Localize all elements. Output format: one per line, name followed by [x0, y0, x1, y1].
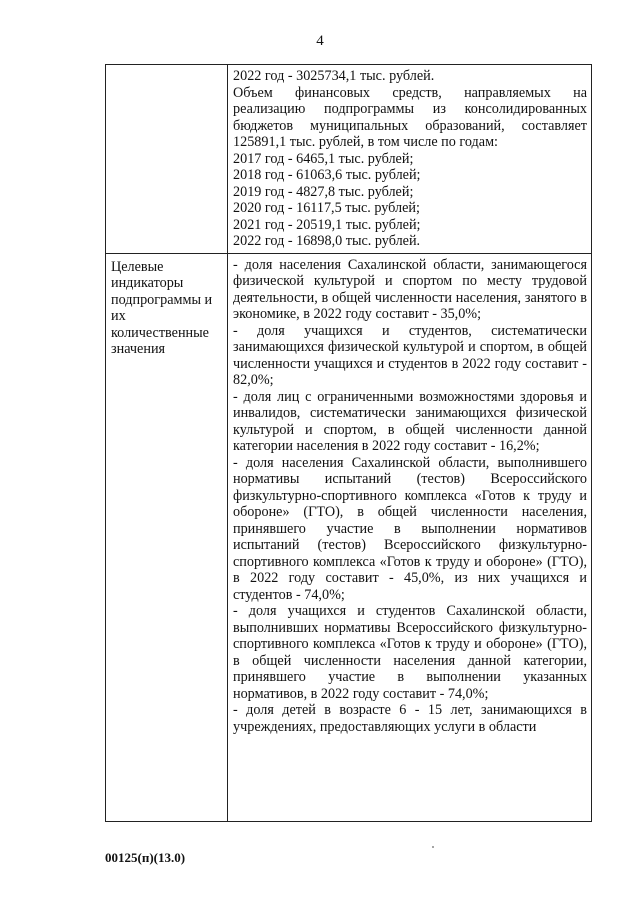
scan-speck	[432, 846, 434, 848]
financing-municipal-paragraph: Объем финансовых средств, направляемых на реализацию подпрограммы из консолидированных бюджетов муниципальных образований, составляет 125891,1 тыс. рублей, в том числе по годам:	[233, 84, 587, 150]
indicator-item-2: - доля учащихся и студентов, систематически занимающихся физической культурой и спортом, в общей численности учащихся и студентов в 2022 году составит - 82,0%;	[233, 322, 587, 388]
financing-line-2021: 2021 год - 20519,1 тыс. рублей;	[233, 216, 421, 233]
financing-line-2022: 2022 год - 16898,0 тыс. рублей.	[233, 233, 421, 249]
row2-content-cell	[228, 253, 592, 821]
row2-label-cell: Целевые индикаторы подпрограммы и их количественные значения	[106, 253, 228, 821]
financing-line-2022-total: 2022 год - 3025734,1 тыс. рублей.	[233, 68, 435, 84]
document-code: 00125(п)(13.0)	[105, 850, 186, 865]
indicator-item-5: - доля учащихся и студентов Сахалинской области, выполнивших нормативы Всероссийского физкультурно-спортивного комплекса «Готов к труду и обороне» (ГТО), в общей численности населения данной категории, принявшего участие в выполнении указанных нормативов, в 2022 году составит - 74,0%;	[233, 603, 587, 702]
financing-line-2018: 2018 год - 61063,6 тыс. рублей;	[233, 167, 421, 183]
row1-content-cell	[228, 65, 592, 254]
indicator-item-4: - доля населения Сахалинской области, выполнившего нормативы испытаний (тестов) Всероссийского физкультурно-спортивного комплекса «Готов к труду и обороне» (ГТО), в общей численности населения, принявшего участие в выполнении нормативов испытаний (тестов) Всероссийского физкультурно-спортивного комплекса «Готов к труду и обороне» (ГТО), в 2022 году составит - 45,0%, из них учащихся и студентов - 74,0%;	[233, 454, 587, 603]
financing-line-2019: 2019 год - 4827,8 тыс. рублей;	[233, 183, 414, 200]
financing-line-2020: 2020 год - 16117,5 тыс. рублей;	[233, 200, 420, 216]
indicator-item-6: - доля детей в возрасте 6 - 15 лет, занимающихся в учреждениях, предоставляющих услуги в области	[233, 702, 587, 735]
table-row-indicators	[106, 253, 592, 821]
page-number: 4	[316, 33, 324, 49]
program-table	[105, 64, 592, 822]
indicator-item-1: - доля населения Сахалинской области, занимающегося физической культурой и спортом по месту трудовой деятельности, в общей численности населения, занятого в экономике, в 2022 году составит - 35,0%;	[233, 256, 587, 322]
row1-label-cell	[106, 65, 228, 254]
indicator-item-3: - доля лиц с ограниченными возможностями здоровья и инвалидов, систематически занимающихся физической культурой и спортом, в общей численности данной категории населения в 2022 году составит - 16,2%;	[233, 388, 587, 454]
table-row-financing	[106, 65, 592, 254]
financing-line-2017: 2017 год - 6465,1 тыс. рублей;	[233, 150, 414, 167]
